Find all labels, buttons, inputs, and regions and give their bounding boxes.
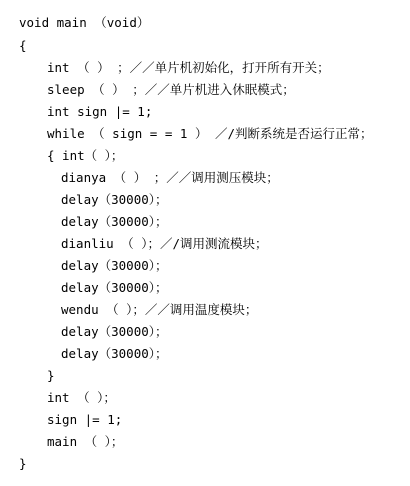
code-line-while: while （ sign = = 1 ） ／/判断系统是否运行正常； [47, 126, 373, 141]
code-line-int-call: int （ ）； [47, 390, 116, 405]
code-line-init: int （ ） ；／／单片机初始化，打开所有开关； [47, 60, 330, 75]
code-line-loop-close: } [47, 368, 55, 383]
code-line-close-brace: } [19, 456, 27, 471]
code-line-loop-int: { int（ ）； [47, 148, 124, 163]
code-line-delay: delay（30000）； [61, 324, 168, 339]
code-line-main-signature: void main （void） [19, 15, 150, 30]
code-line-dianya: dianya （ ） ；／／调用测压模块； [61, 170, 279, 185]
code-line-dianliu: dianliu （ ）；／/调用测流模块； [61, 236, 268, 251]
code-line-sleep: sleep （ ） ；／／单片机进入休眠模式； [47, 82, 295, 97]
code-line-delay: delay（30000）； [61, 192, 168, 207]
code-line-delay: delay（30000）； [61, 346, 168, 361]
code-line-delay: delay（30000）； [61, 214, 168, 229]
code-line-wendu: wendu （ ）；／／调用温度模块； [61, 302, 258, 317]
code-line-sign-set: sign |= 1; [47, 412, 123, 427]
code-line-delay: delay（30000）； [61, 280, 168, 295]
code-line-main-call: main （ ）； [47, 434, 124, 449]
code-line-sign-decl: int sign |= 1; [47, 104, 153, 119]
code-line-open-brace: { [19, 38, 27, 53]
code-line-delay: delay（30000）； [61, 258, 168, 273]
